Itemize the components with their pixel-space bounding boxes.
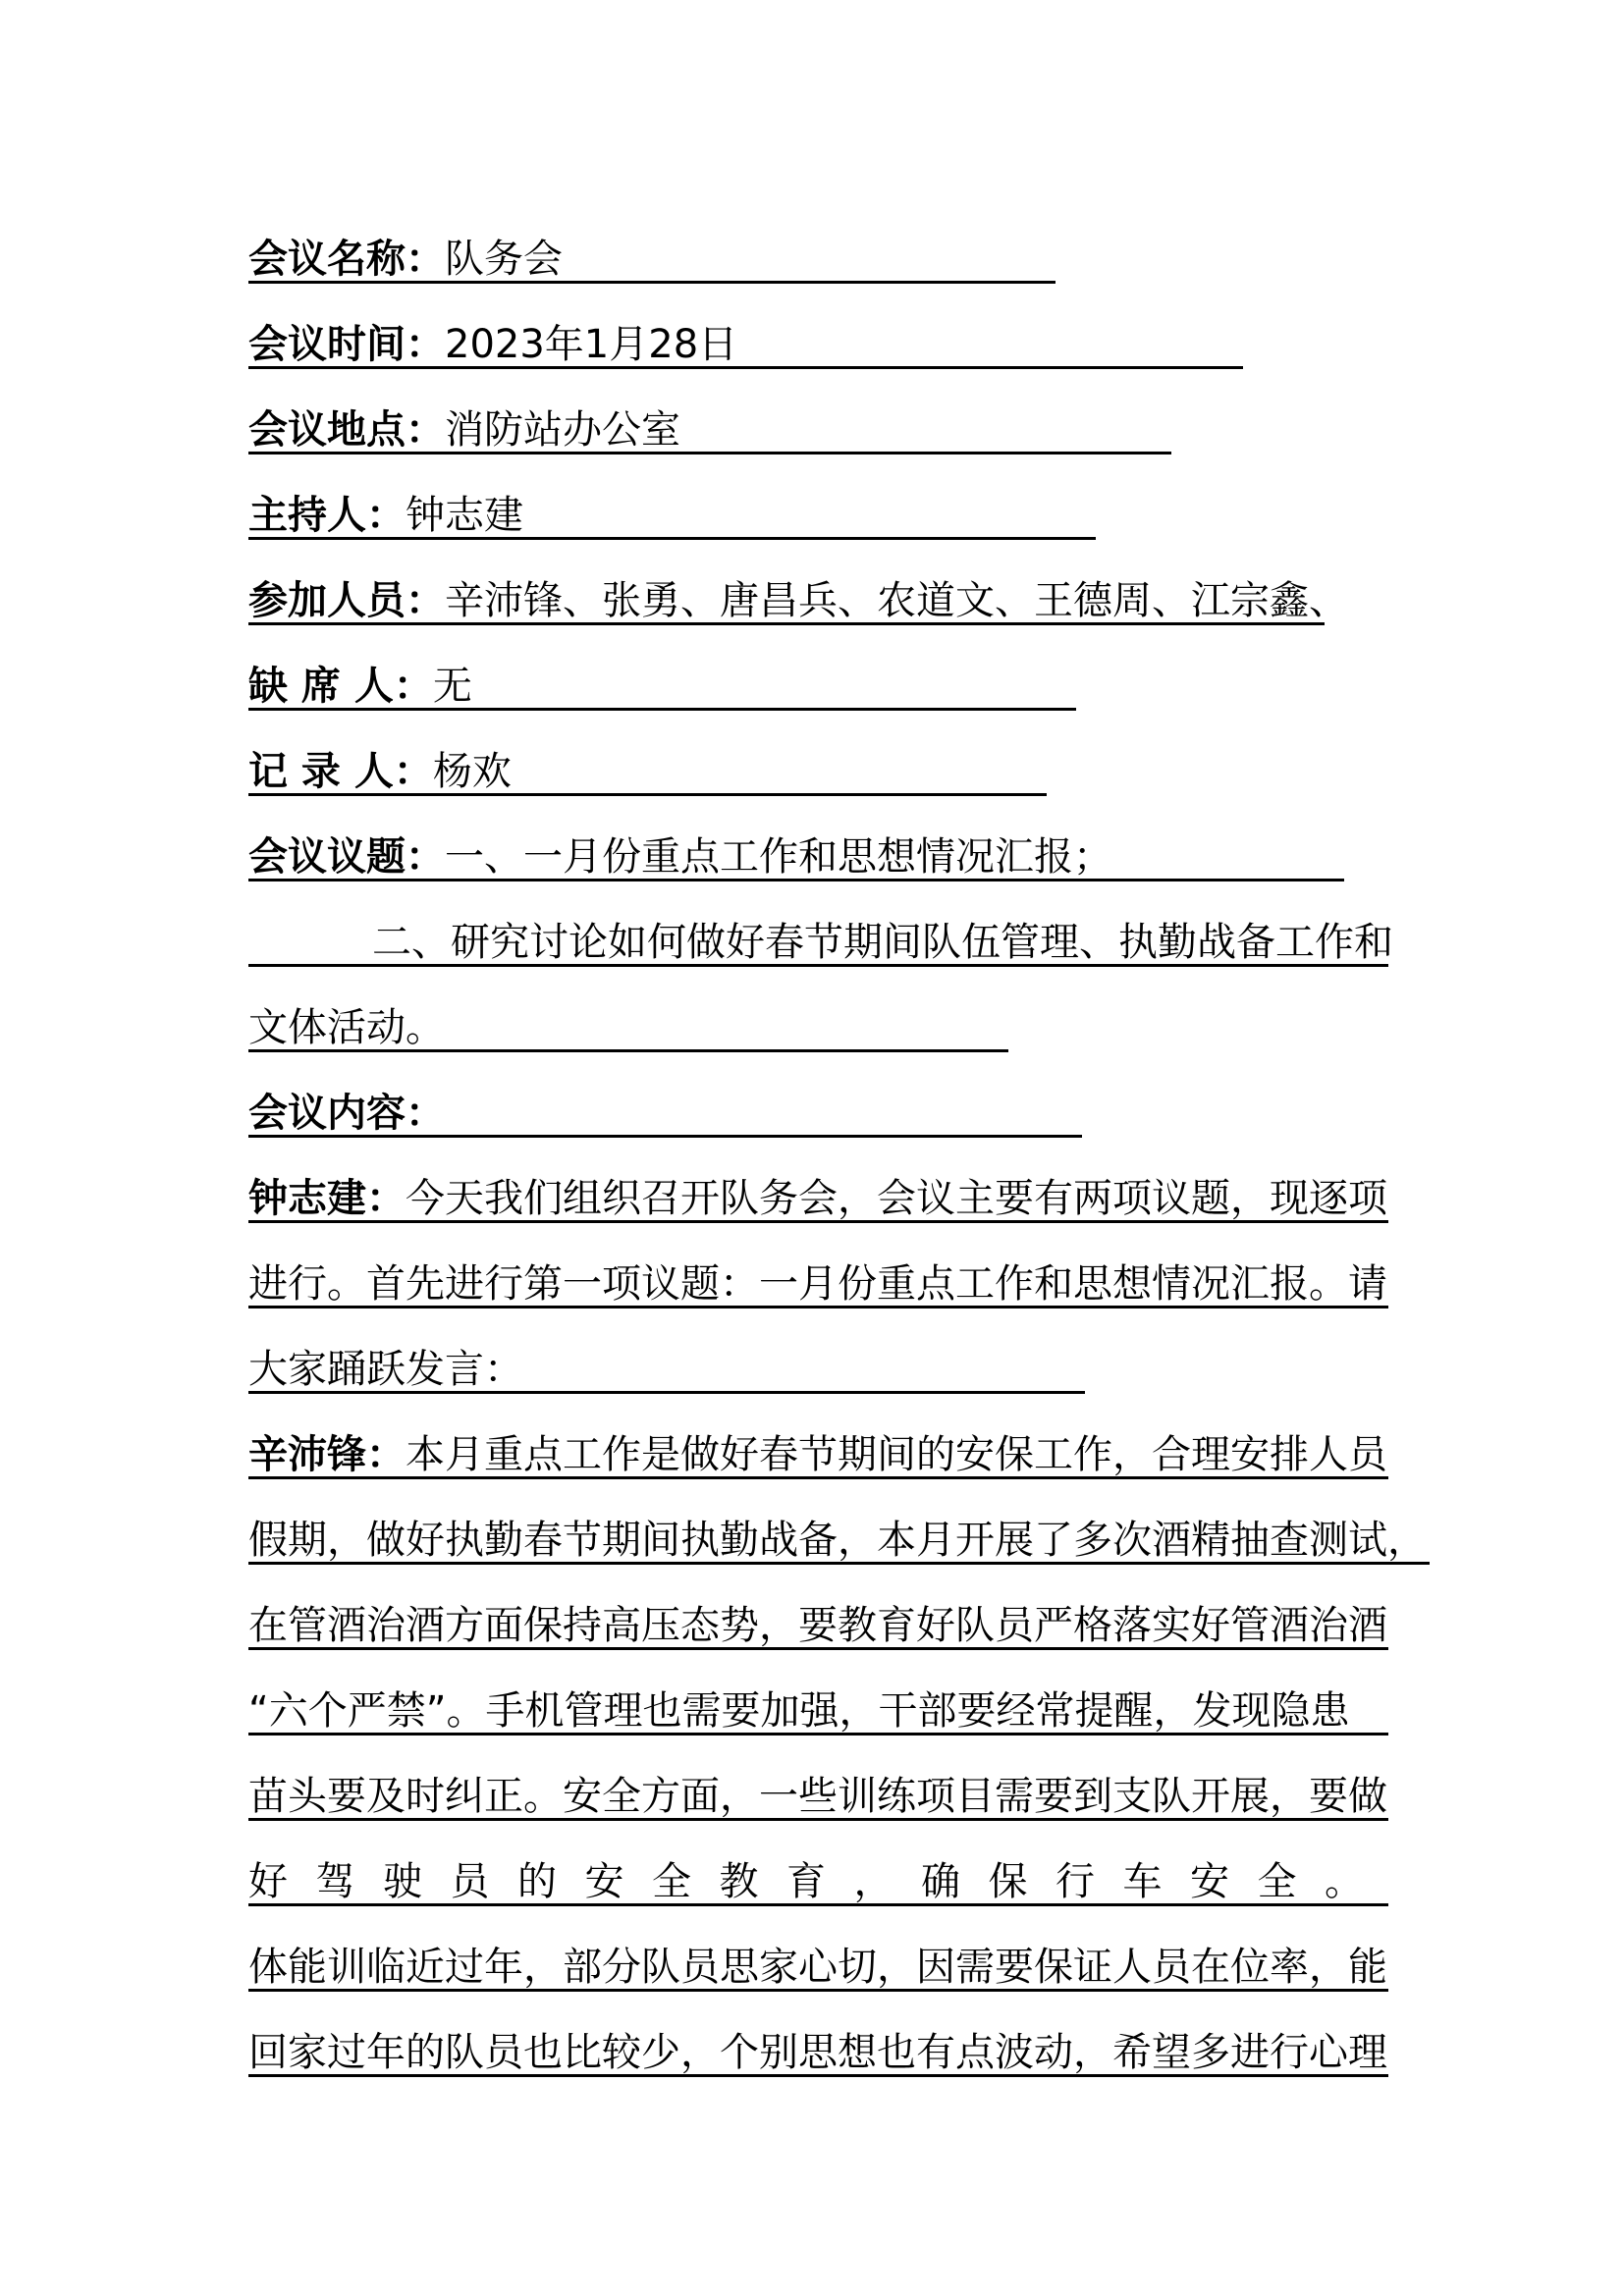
speech-line: 钟志建：今天我们组织召开队务会，会议主要有两项议题，现逐项 <box>248 1175 1387 1221</box>
speech-line: 体能训临近过年，部分队员思家心切，因需要保证人员在位率，能 <box>248 1944 1387 1990</box>
speaker-name: 钟志建： <box>248 1175 406 1221</box>
topic-line: 文体活动。 <box>248 985 1446 1070</box>
field-label: 会议时间： <box>248 321 445 367</box>
field-label: 记 录 人： <box>248 748 433 794</box>
field-value: 一、一月份重点工作和思想情况汇报； <box>445 833 1112 880</box>
field-label: 缺 席 人： <box>248 663 433 709</box>
field-meeting-place <box>248 387 1446 472</box>
field-value: 辛沛锋、张勇、唐昌兵、农道文、王德周、江宗鑫、 <box>445 577 1348 623</box>
field-value: 杨欢 <box>432 748 512 794</box>
speaker-name: 辛沛锋： <box>248 1431 406 1477</box>
field-value: 钟志建 <box>406 492 523 538</box>
speech-line: 好驾驶员的安全教育，确保行车安全。 <box>248 1858 1392 1904</box>
speech-line: 假期，做好执勤春节期间执勤战备，本月开展了多次酒精抽查测试， <box>248 1497 1446 1582</box>
speech-line: “六个严禁”。手机管理也需要加强，干部要经常提醒，发现隐患 <box>248 1668 1446 1753</box>
field-value: 2023年1月28日 <box>445 321 738 367</box>
topic-line: 二、研究讨论如何做好春节期间队伍管理、执勤战备工作和 <box>248 899 1446 985</box>
meeting-minutes-page <box>248 216 1446 2095</box>
field-absent <box>248 643 1446 728</box>
field-topics <box>248 814 1446 899</box>
speech-line: 进行。首先进行第一项议题：一月份重点工作和思想情况汇报。请 <box>248 1260 1387 1307</box>
speech-line: 辛沛锋：本月重点工作是做好春节期间的安保工作，合理安排人员 <box>248 1431 1387 1477</box>
field-recorder <box>248 728 1446 814</box>
field-meeting-time <box>248 301 1446 387</box>
field-value: 无 <box>432 663 472 709</box>
speech-line: 在管酒治酒方面保持高压态势，要教育好队员严格落实好管酒治酒 <box>248 1602 1387 1648</box>
field-meeting-name <box>248 216 1446 301</box>
field-label: 会议名称： <box>248 236 445 282</box>
speech-line: 大家踊跃发言： <box>248 1326 1446 1412</box>
field-value: 队务会 <box>445 236 563 282</box>
field-host <box>248 472 1446 558</box>
field-label: 会议议题： <box>248 833 445 880</box>
speech-line: 回家过年的队员也比较少，个别思想也有点波动，希望多进行心理 <box>248 2029 1387 2075</box>
field-label: 参加人员： <box>248 577 445 623</box>
field-value: 消防站办公室 <box>445 406 680 453</box>
field-attendees <box>248 558 1446 643</box>
speech-line: 苗头要及时纠正。安全方面，一些训练项目需要到支队开展，要做 <box>248 1773 1387 1819</box>
content-heading: 会议内容： <box>248 1070 1446 1155</box>
field-label: 会议地点： <box>248 406 445 453</box>
field-label: 主持人： <box>248 492 406 538</box>
